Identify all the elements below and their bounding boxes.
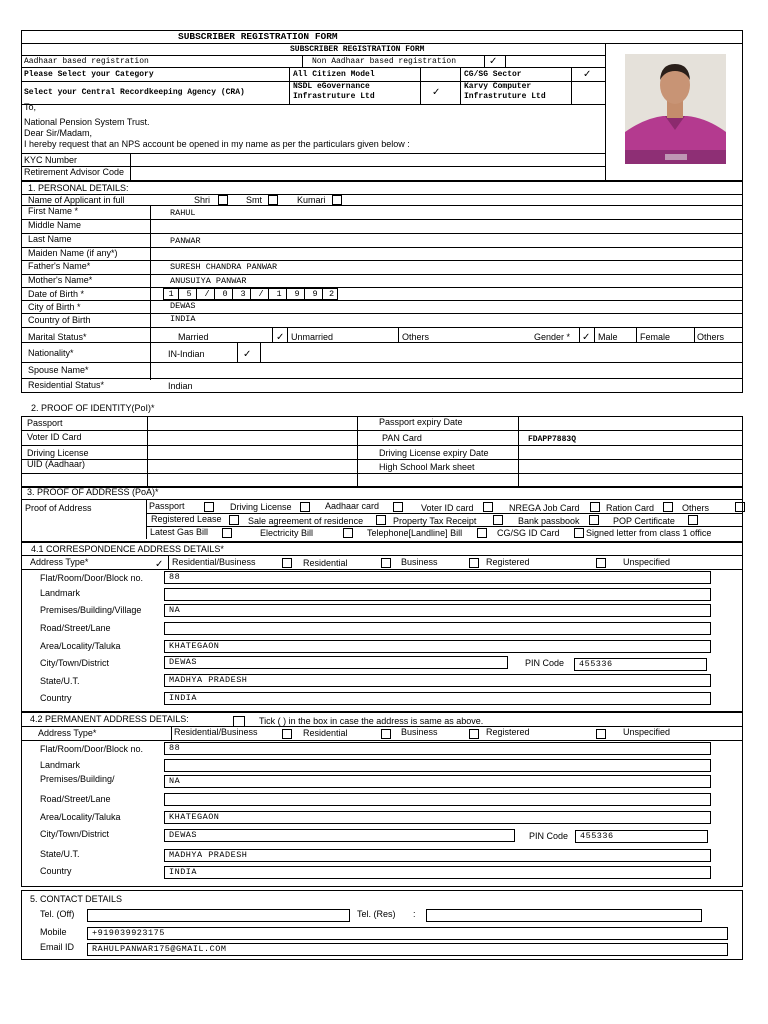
shri-option[interactable]: Shri xyxy=(194,195,211,205)
corr-type-registered[interactable]: Registered xyxy=(486,557,530,567)
poa-label: Proof of Address xyxy=(25,503,92,513)
dob-digit: 9 xyxy=(290,288,305,300)
email-field[interactable]: RAHULPANWAR175@GMAIL.COM xyxy=(87,943,728,956)
poa-ration-checkbox[interactable] xyxy=(663,502,673,512)
corr-city-field[interactable]: DEWAS xyxy=(164,656,508,669)
corr-type-label: Address Type* xyxy=(30,557,89,567)
dob-digit: 3 xyxy=(236,288,251,300)
perm-premises-field[interactable]: NA xyxy=(164,775,711,788)
kyc-label: KYC Number xyxy=(24,155,78,165)
contact-heading: 5. CONTACT DETAILS xyxy=(30,894,123,904)
poa-pop-checkbox[interactable] xyxy=(688,515,698,525)
corr-flat-field[interactable]: 88 xyxy=(164,571,711,584)
poa-telephone[interactable]: Telephone[Landline] Bill xyxy=(367,528,463,538)
poi-passport: Passport xyxy=(27,418,63,428)
corr-type-unspecified[interactable]: Unspecified xyxy=(623,557,671,567)
marital-others[interactable]: Others xyxy=(402,332,430,342)
corr-type-business[interactable]: Business xyxy=(401,557,438,567)
poi-dl-expiry: Driving License expiry Date xyxy=(379,448,489,458)
poa-nrega[interactable]: NREGA Job Card xyxy=(509,503,580,513)
corr-business-checkbox[interactable] xyxy=(469,558,479,568)
country-birth-value[interactable]: INDIA xyxy=(170,314,196,324)
perm-premises-label: Premises/Building/ xyxy=(40,774,115,784)
corr-premises-field[interactable]: NA xyxy=(164,604,711,617)
perm-pin-field[interactable]: 455336 xyxy=(575,830,708,843)
category-all-citizen[interactable]: All Citizen Model xyxy=(293,70,375,79)
corr-landmark-field[interactable] xyxy=(164,588,711,601)
corr-registered-checkbox[interactable] xyxy=(596,558,606,568)
salutation: Dear Sir/Madam, xyxy=(24,128,93,138)
non-aadhaar-tick: ✓ xyxy=(489,56,498,67)
smt-checkbox[interactable] xyxy=(268,195,278,205)
cra-nsdl-line1[interactable]: NSDL eGovernance xyxy=(293,82,370,91)
applicant-name-label: Name of Applicant in full xyxy=(28,195,125,205)
corr-flat-label: Flat/Room/Door/Block no. xyxy=(40,573,144,583)
poi-driving: Driving License xyxy=(27,448,89,458)
poa-nrega-checkbox[interactable] xyxy=(590,502,600,512)
poa-bank-checkbox[interactable] xyxy=(589,515,599,525)
perm-business-checkbox[interactable] xyxy=(469,729,479,739)
perm-registered-checkbox[interactable] xyxy=(596,729,606,739)
nationality-tick: ✓ xyxy=(243,349,252,360)
cra-karvy-line2[interactable]: Infrastruture Ltd xyxy=(464,92,546,101)
poa-heading: 3. PROOF OF ADDRESS (PoA)* xyxy=(27,487,159,497)
perm-resbus-checkbox[interactable] xyxy=(282,729,292,739)
same-address-note: Tick ( ) in the box in case the address is same as above. xyxy=(259,716,484,726)
dob-separator: / xyxy=(254,288,269,300)
poa-passport-checkbox[interactable] xyxy=(204,502,214,512)
last-name-label: Last Name xyxy=(28,234,72,244)
poa-others-checkbox[interactable] xyxy=(735,502,745,512)
poa-lease[interactable]: Registered Lease xyxy=(151,514,222,524)
poa-sale-checkbox[interactable] xyxy=(376,515,386,525)
perm-residential-checkbox[interactable] xyxy=(381,729,391,739)
poa-gas-checkbox[interactable] xyxy=(222,528,232,538)
personal-heading: 1. PERSONAL DETAILS: xyxy=(28,183,129,193)
mother-name-value[interactable]: ANUSUIYA PANWAR xyxy=(170,276,247,286)
poi-uid: UID (Aadhaar) xyxy=(27,459,86,469)
poa-passport[interactable]: Passport xyxy=(149,501,185,511)
poi-school: High School Mark sheet xyxy=(379,462,475,472)
sub-title: SUBSCRIBER REGISTRATION FORM xyxy=(290,45,425,54)
email-label: Email ID xyxy=(40,942,75,952)
tel-res-field[interactable] xyxy=(426,909,702,922)
poa-lease-checkbox[interactable] xyxy=(229,515,239,525)
perm-country-label: Country xyxy=(40,866,72,876)
mother-name-label: Mother's Name* xyxy=(28,275,93,285)
perm-road-label: Road/Street/Lane xyxy=(40,794,111,804)
city-birth-value[interactable]: DEWAS xyxy=(170,301,196,311)
tel-off-label: Tel. (Off) xyxy=(40,909,75,919)
gender-label: Gender * xyxy=(534,332,571,342)
father-name-label: Father's Name* xyxy=(28,261,91,271)
mobile-field[interactable]: +919039923175 xyxy=(87,927,728,940)
cra-nsdl-line2[interactable]: Infrastruture Ltd xyxy=(293,92,375,101)
perm-landmark-field[interactable] xyxy=(164,759,711,772)
poa-cgsg-checkbox[interactable] xyxy=(574,528,584,538)
poa-voter[interactable]: Voter ID card xyxy=(421,503,474,513)
permanent-heading: 4.2 PERMANENT ADDRESS DETAILS: xyxy=(30,714,189,724)
dob-digit: 2 xyxy=(328,289,335,299)
marital-status-label: Marital Status* xyxy=(28,332,87,342)
perm-type-registered[interactable]: Registered xyxy=(486,727,530,737)
poa-voter-checkbox[interactable] xyxy=(483,502,493,512)
residential-status-value[interactable]: Indian xyxy=(168,381,193,391)
corr-type-resbus[interactable]: Residential/Business xyxy=(172,557,256,567)
perm-state-field[interactable]: MADHYA PRADESH xyxy=(164,849,711,862)
request-text: I hereby request that an NPS account be opened in my name as per the particulars given below : xyxy=(24,139,410,149)
category-label: Please Select your Category xyxy=(24,70,154,79)
dob-digit: 5 xyxy=(182,288,197,300)
poa-driving[interactable]: Driving License xyxy=(230,502,292,512)
nationality-label: Nationality* xyxy=(28,348,74,358)
poa-electricity[interactable]: Electricity Bill xyxy=(260,528,314,538)
poa-aadhaar[interactable]: Aadhaar card xyxy=(325,501,380,511)
identity-heading: 2. PROOF OF IDENTITY(PoI)* xyxy=(31,403,155,413)
dob-separator: / xyxy=(200,288,215,300)
gender-female[interactable]: Female xyxy=(640,332,671,342)
poa-aadhaar-checkbox[interactable] xyxy=(393,502,403,512)
country-birth-label: Country of Birth xyxy=(28,315,91,325)
corr-resbus-checkbox[interactable] xyxy=(282,558,292,568)
cra-nsdl-tick: ✓ xyxy=(432,87,441,98)
poa-gas-bill[interactable]: Latest Gas Bill xyxy=(150,527,209,537)
perm-road-field[interactable] xyxy=(164,793,711,806)
last-name-value[interactable]: PANWAR xyxy=(170,236,201,246)
corr-area-field[interactable]: KHATEGAON xyxy=(164,640,711,653)
marital-unmarried[interactable]: Unmarried xyxy=(291,332,334,342)
corr-road-label: Road/Street/Lane xyxy=(40,623,111,633)
dob-label: Date of Birth * xyxy=(28,289,85,299)
corr-residential-checkbox[interactable] xyxy=(381,558,391,568)
corr-road-field[interactable] xyxy=(164,622,711,635)
dob-field[interactable] xyxy=(163,288,338,300)
cra-karvy-line1[interactable]: Karvy Computer xyxy=(464,82,532,91)
perm-landmark-label: Landmark xyxy=(40,760,81,770)
poa-electricity-checkbox[interactable] xyxy=(343,528,353,538)
perm-type-residential[interactable]: Residential xyxy=(303,728,348,738)
poa-bank-passbook[interactable]: Bank passbook xyxy=(518,516,580,526)
smt-option[interactable]: Smt xyxy=(246,195,263,205)
nationality-value[interactable]: IN-Indian xyxy=(168,349,205,359)
corr-country-field[interactable]: INDIA xyxy=(164,692,711,705)
dob-digit: 1 xyxy=(164,288,179,300)
corr-state-label: State/U.T. xyxy=(40,676,80,686)
correspondence-heading: 4.1 CORRESPONDENCE ADDRESS DETAILS* xyxy=(31,544,224,554)
to-line: To, xyxy=(24,102,37,112)
applicant-photo xyxy=(625,54,726,164)
perm-type-unspecified[interactable]: Unspecified xyxy=(623,727,671,737)
tel-res-label: Tel. (Res) xyxy=(357,909,396,919)
perm-type-business[interactable]: Business xyxy=(401,727,438,737)
poi-pan: PAN Card xyxy=(382,433,422,443)
gender-others[interactable]: Others xyxy=(697,332,725,342)
corr-premises-label: Premises/Building/Village xyxy=(40,605,142,615)
first-name-value[interactable]: RAHUL xyxy=(170,208,196,218)
perm-pin-label: PIN Code xyxy=(529,831,569,841)
perm-flat-field[interactable]: 88 xyxy=(164,742,711,755)
perm-city-field[interactable]: DEWAS xyxy=(164,829,515,842)
poa-signed-letter[interactable]: Signed letter from class 1 office xyxy=(586,528,712,538)
maiden-name-label: Maiden Name (if any*) xyxy=(28,248,118,258)
kumari-checkbox[interactable] xyxy=(332,195,342,205)
kumari-option[interactable]: Kumari xyxy=(297,195,326,205)
corr-area-label: Area/Locality/Taluka xyxy=(40,641,121,651)
corr-landmark-label: Landmark xyxy=(40,588,81,598)
middle-name-label: Middle Name xyxy=(28,220,82,230)
corr-state-field[interactable]: MADHYA PRADESH xyxy=(164,674,711,687)
poa-property-checkbox[interactable] xyxy=(493,515,503,525)
retirement-label: Retirement Advisor Code xyxy=(24,167,125,177)
poi-passport-expiry: Passport expiry Date xyxy=(379,417,463,427)
perm-type-resbus[interactable]: Residential/Business xyxy=(174,727,258,737)
poi-pan-value[interactable]: FDAPP7883Q xyxy=(528,435,577,444)
corr-type-residential[interactable]: Residential xyxy=(303,558,348,568)
unmarried-tick: ✓ xyxy=(276,332,285,343)
perm-country-field[interactable]: INDIA xyxy=(164,866,711,879)
cra-label: Select your Central Recordkeeping Agency (CRA) xyxy=(24,88,245,97)
dob-digit: 1 xyxy=(272,288,287,300)
corr-country-label: Country xyxy=(40,693,72,703)
form-title: SUBSCRIBER REGISTRATION FORM xyxy=(178,31,338,42)
city-birth-label: City of Birth * xyxy=(28,302,81,312)
corr-pin-label: PIN Code xyxy=(525,658,565,668)
dob-digit: 0 xyxy=(218,288,233,300)
category-cg-sg[interactable]: CG/SG Sector xyxy=(464,70,522,79)
poi-voter: Voter ID Card xyxy=(27,432,82,442)
first-name-label: First Name * xyxy=(28,206,79,216)
poa-pop[interactable]: POP Certificate xyxy=(613,516,675,526)
corr-pin-field[interactable]: 455336 xyxy=(574,658,707,671)
residential-status-label: Residential Status* xyxy=(28,380,105,390)
mobile-label: Mobile xyxy=(40,927,67,937)
spouse-name-label: Spouse Name* xyxy=(28,365,89,375)
gender-male[interactable]: Male xyxy=(598,332,618,342)
corr-city-label: City/Town/District xyxy=(40,658,110,668)
aadhaar-based-option[interactable]: Aadhaar based registration xyxy=(24,57,149,66)
poa-sale-agreement[interactable]: Sale agreement of residence xyxy=(248,516,364,526)
perm-city-label: City/Town/District xyxy=(40,829,110,839)
poa-cgsg-card[interactable]: CG/SG ID Card xyxy=(497,528,560,538)
male-tick: ✓ xyxy=(582,332,591,343)
perm-type-label: Address Type* xyxy=(38,728,97,738)
father-name-value[interactable]: SURESH CHANDRA PANWAR xyxy=(170,262,278,272)
poa-telephone-checkbox[interactable] xyxy=(477,528,487,538)
corr-type-tick: ✓ xyxy=(155,559,164,570)
dob-digit: 9 xyxy=(308,288,323,300)
poa-others[interactable]: Others xyxy=(682,503,710,513)
poa-driving-checkbox[interactable] xyxy=(300,502,310,512)
cg-sg-tick: ✓ xyxy=(583,69,592,80)
poa-ration[interactable]: Ration Card xyxy=(606,503,655,513)
addressee: National Pension System Trust. xyxy=(24,117,150,127)
non-aadhaar-based-option[interactable]: Non Aadhaar based registration xyxy=(312,57,457,66)
perm-area-label: Area/Locality/Taluka xyxy=(40,812,121,822)
perm-state-label: State/U.T. xyxy=(40,849,80,859)
tel-res-colon: : xyxy=(413,909,416,919)
perm-flat-label: Flat/Room/Door/Block no. xyxy=(40,744,144,754)
shri-checkbox[interactable] xyxy=(218,195,228,205)
marital-married[interactable]: Married xyxy=(178,332,209,342)
tel-off-field[interactable] xyxy=(87,909,350,922)
perm-area-field[interactable]: KHATEGAON xyxy=(164,811,711,824)
poa-property-tax[interactable]: Property Tax Receipt xyxy=(393,516,477,526)
